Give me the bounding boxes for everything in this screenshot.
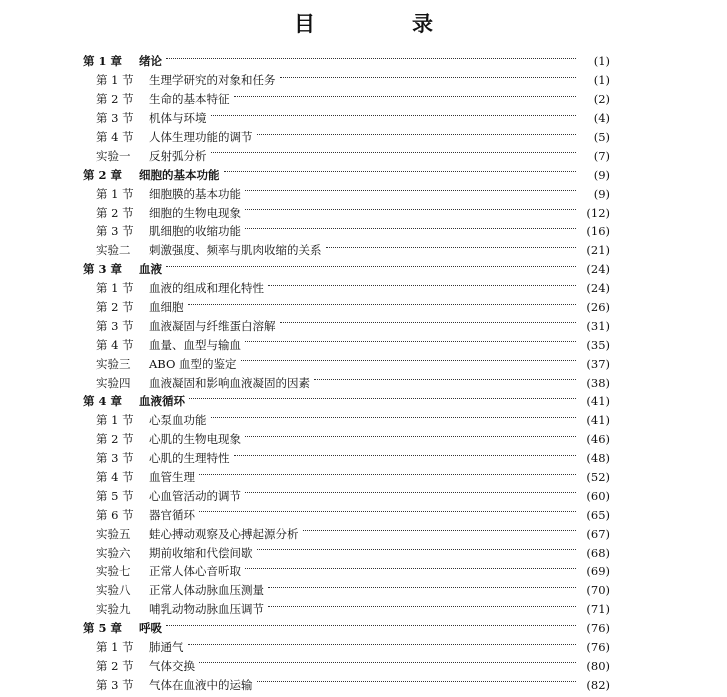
toc-section-entry[interactable]	[83, 373, 610, 392]
toc-entry-label: 第 4 节	[96, 337, 134, 352]
toc-section-entry[interactable]	[83, 109, 610, 128]
dot-leader	[245, 492, 576, 493]
toc-entry-label: 第 3 章	[83, 262, 123, 277]
toc-entry-title: 血液凝固与纤维蛋白溶解	[149, 318, 276, 333]
dot-leader	[166, 58, 576, 59]
dot-leader	[280, 77, 577, 78]
toc-entry-label: 实验二	[96, 243, 131, 258]
toc-entry-label: 第 5 节	[96, 488, 134, 503]
dot-leader	[166, 266, 576, 267]
toc-section-entry[interactable]	[83, 279, 610, 298]
toc-entry-title: 呼吸	[139, 621, 162, 636]
toc-entry-page-number: (7)	[593, 148, 610, 163]
dot-leader	[188, 644, 577, 645]
toc-entry-page-number: (12)	[586, 205, 610, 220]
toc-entry-title: 生命的基本特征	[149, 92, 230, 107]
toc-entry-title: 器官循环	[149, 507, 195, 522]
dot-leader	[234, 455, 577, 456]
toc-entry-label: 第 1 节	[96, 186, 134, 201]
toc-entry-title: 机体与环境	[149, 111, 207, 126]
toc-section-entry[interactable]	[83, 543, 610, 562]
dot-leader	[199, 474, 576, 475]
dot-leader	[245, 568, 576, 569]
toc-chapter-entry[interactable]	[83, 619, 610, 638]
toc-entry-page-number: (48)	[586, 451, 610, 466]
dot-leader	[326, 247, 577, 248]
toc-section-entry[interactable]	[83, 449, 610, 468]
toc-section-entry[interactable]	[83, 184, 610, 203]
toc-entry-title: 正常人体动脉血压测量	[149, 583, 264, 598]
dot-leader	[245, 341, 576, 342]
dot-leader	[241, 360, 576, 361]
toc-section-entry[interactable]	[83, 505, 610, 524]
toc-entry-label: 实验八	[96, 583, 131, 598]
toc-chapter-entry[interactable]	[83, 392, 610, 411]
toc-section-entry[interactable]	[83, 486, 610, 505]
toc-entry-label: 第 2 节	[96, 205, 134, 220]
dot-leader	[257, 134, 577, 135]
dot-leader	[245, 190, 576, 191]
toc-entry-label: 实验九	[96, 602, 131, 617]
toc-entry-page-number: (9)	[593, 167, 610, 182]
toc-entry-title: 细胞膜的基本功能	[149, 186, 241, 201]
toc-entry-page-number: (24)	[586, 281, 610, 296]
toc-entry-label: 实验四	[96, 375, 131, 390]
toc-entry-page-number: (16)	[586, 224, 610, 239]
toc-entry-page-number: (69)	[586, 564, 610, 579]
toc-entry-label: 第 1 节	[96, 413, 134, 428]
toc-entry-title: 气体交换	[149, 658, 195, 673]
dot-leader	[268, 606, 576, 607]
dot-leader	[245, 436, 576, 437]
toc-entry-page-number: (60)	[586, 488, 610, 503]
toc-section-entry[interactable]	[83, 90, 610, 109]
toc-section-entry[interactable]	[83, 222, 610, 241]
toc-entry-title: 血量、血型与输血	[149, 337, 241, 352]
toc-chapter-entry[interactable]	[83, 260, 610, 279]
toc-section-entry[interactable]	[83, 128, 610, 147]
toc-section-entry[interactable]	[83, 316, 610, 335]
dot-leader	[199, 662, 576, 663]
toc-entry-title: 蛙心搏动观察及心搏起源分析	[149, 526, 299, 541]
toc-entry-label: 第 1 节	[96, 73, 134, 88]
dot-leader	[303, 530, 577, 531]
dot-leader	[280, 322, 577, 323]
toc-entry-page-number: (70)	[586, 583, 610, 598]
dot-leader	[211, 417, 577, 418]
toc-section-entry[interactable]	[83, 241, 610, 260]
toc-entry-title: 刺激强度、频率与肌肉收缩的关系	[149, 243, 322, 258]
toc-entry-page-number: (24)	[586, 262, 610, 277]
toc-entry-page-number: (67)	[586, 526, 610, 541]
toc-entry-label: 第 2 章	[83, 167, 123, 182]
dot-leader	[224, 171, 577, 172]
toc-entry-title: 血液	[139, 262, 162, 277]
toc-section-entry[interactable]	[83, 430, 610, 449]
toc-entry-page-number: (68)	[586, 545, 610, 560]
toc-entry-label: 实验五	[96, 526, 131, 541]
toc-entry-label: 实验三	[96, 356, 131, 371]
toc-section-entry[interactable]	[83, 562, 610, 581]
toc-section-entry[interactable]	[83, 411, 610, 430]
toc-entry-label: 实验七	[96, 564, 131, 579]
toc-entry-title: 绪论	[139, 54, 162, 69]
toc-entry-page-number: (1)	[593, 73, 610, 88]
dot-leader	[257, 681, 577, 682]
toc-entry-page-number: (76)	[586, 640, 610, 655]
toc-chapter-entry[interactable]	[83, 165, 610, 184]
dot-leader	[245, 228, 576, 229]
toc-entry-title: 气体在血液中的运输	[149, 677, 253, 692]
table-of-contents	[83, 52, 610, 694]
toc-entry-page-number: (1)	[593, 54, 610, 69]
dot-leader	[234, 96, 577, 97]
toc-entry-page-number: (82)	[586, 677, 610, 692]
toc-entry-title: 心肌的生理特性	[149, 451, 230, 466]
toc-entry-label: 第 4 节	[96, 470, 134, 485]
toc-entry-title: 血液凝固和影响血液凝固的因素	[149, 375, 310, 390]
toc-entry-title: 血液的组成和理化特性	[149, 281, 264, 296]
toc-section-entry[interactable]	[83, 675, 610, 694]
toc-entry-label: 实验六	[96, 545, 131, 560]
toc-entry-label: 第 2 节	[96, 92, 134, 107]
dot-leader	[211, 152, 577, 153]
toc-entry-page-number: (52)	[586, 470, 610, 485]
toc-section-entry[interactable]	[83, 657, 610, 676]
toc-entry-label: 第 3 节	[96, 451, 134, 466]
toc-entry-label: 第 1 节	[96, 640, 134, 655]
toc-entry-page-number: (37)	[586, 356, 610, 371]
toc-entry-label: 第 1 章	[83, 54, 123, 69]
toc-entry-page-number: (26)	[586, 300, 610, 315]
toc-entry-page-number: (5)	[593, 130, 610, 144]
toc-section-entry[interactable]	[83, 298, 610, 317]
toc-section-entry[interactable]	[83, 335, 610, 354]
dot-leader	[189, 398, 576, 399]
toc-entry-title: 肌细胞的收缩功能	[149, 224, 241, 239]
toc-section-entry[interactable]	[83, 203, 610, 222]
toc-entry-page-number: (71)	[586, 602, 610, 617]
toc-chapter-entry[interactable]	[83, 52, 610, 71]
toc-entry-title: 心肌的生物电现象	[149, 432, 241, 447]
toc-section-entry[interactable]	[83, 638, 610, 657]
toc-entry-title: 人体生理功能的调节	[149, 130, 253, 144]
toc-entry-page-number: (35)	[586, 337, 610, 352]
toc-entry-title: 心血管活动的调节	[149, 488, 241, 503]
toc-entry-title: 血液循环	[139, 394, 185, 409]
toc-entry-page-number: (9)	[593, 186, 610, 201]
toc-section-entry[interactable]	[83, 524, 610, 543]
toc-entry-page-number: (65)	[586, 507, 610, 522]
toc-entry-label: 第 5 章	[83, 621, 123, 636]
dot-leader	[268, 285, 576, 286]
toc-entry-page-number: (80)	[586, 658, 610, 673]
toc-entry-page-number: (41)	[586, 394, 610, 409]
toc-section-entry[interactable]	[83, 71, 610, 90]
toc-entry-page-number: (46)	[586, 432, 610, 447]
dot-leader	[314, 379, 576, 380]
toc-entry-page-number: (38)	[586, 375, 610, 390]
toc-entry-label: 第 3 节	[96, 677, 134, 692]
toc-entry-title: 细胞的生物电现象	[149, 205, 241, 220]
dot-leader	[268, 587, 576, 588]
dot-leader	[257, 549, 577, 550]
toc-entry-label: 第 3 节	[96, 224, 134, 239]
toc-entry-label: 第 4 章	[83, 394, 123, 409]
dot-leader	[245, 209, 576, 210]
toc-section-entry[interactable]	[83, 146, 610, 165]
toc-entry-label: 第 3 节	[96, 318, 134, 333]
dot-leader	[211, 115, 577, 116]
toc-entry-label: 第 6 节	[96, 507, 134, 522]
dot-leader	[166, 625, 576, 626]
toc-section-entry[interactable]	[83, 468, 610, 487]
toc-entry-title: 血管生理	[149, 470, 195, 485]
toc-entry-page-number: (4)	[593, 111, 610, 126]
toc-entry-title: 血细胞	[149, 300, 184, 315]
toc-entry-label: 第 2 节	[96, 658, 134, 673]
toc-entry-label: 第 2 节	[96, 432, 134, 447]
toc-entry-page-number: (2)	[593, 92, 610, 107]
toc-entry-title: 反射弧分析	[149, 148, 207, 163]
toc-entry-label: 第 4 节	[96, 130, 134, 144]
toc-entry-page-number: (76)	[586, 621, 610, 636]
toc-entry-title: 肺通气	[149, 640, 184, 655]
dot-leader	[199, 511, 576, 512]
toc-section-entry[interactable]	[83, 354, 610, 373]
page-title: 目 录	[294, 11, 471, 36]
toc-entry-label: 第 3 节	[96, 111, 134, 126]
toc-section-entry[interactable]	[83, 581, 610, 600]
toc-entry-title: 哺乳动物动脉血压调节	[149, 602, 264, 617]
toc-entry-page-number: (31)	[586, 318, 610, 333]
toc-entry-title: 正常人体心音听取	[149, 564, 241, 579]
toc-entry-label: 第 1 节	[96, 281, 134, 296]
toc-entry-page-number: (41)	[586, 413, 610, 428]
toc-entry-title: 生理学研究的对象和任务	[149, 73, 276, 88]
dot-leader	[188, 304, 577, 305]
toc-entry-title: 期前收缩和代偿间歇	[149, 545, 253, 560]
toc-entry-title: 细胞的基本功能	[139, 167, 220, 182]
toc-section-entry[interactable]	[83, 600, 610, 619]
toc-entry-title: ABO 血型的鉴定	[149, 356, 237, 371]
toc-entry-label: 第 2 节	[96, 300, 134, 315]
toc-entry-title: 心泵血功能	[149, 413, 207, 428]
toc-entry-page-number: (21)	[586, 243, 610, 258]
toc-entry-label: 实验一	[96, 148, 131, 163]
